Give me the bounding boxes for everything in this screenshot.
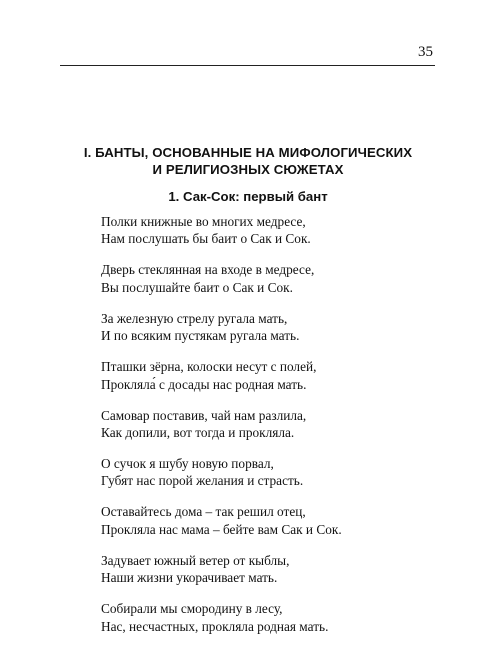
stanza (101, 455, 431, 490)
verse-line: Собирали мы смородину в лесу, (101, 601, 283, 617)
verse-line: Прокляла́ с досады нас родная мать. (101, 376, 307, 392)
verse-line: Губят нас порой желания и страсть. (101, 473, 304, 489)
stanza (101, 407, 431, 442)
verse-line: Как допили, вот тогда и прокляла. (101, 425, 295, 441)
section-title-line-2: И РЕЛИГИОЗНЫХ СЮЖЕТАХ (152, 162, 344, 177)
stanza (101, 358, 431, 393)
verse-line: Пташки зёрна, колоски несут с полей, (101, 359, 317, 375)
running-header (60, 44, 435, 66)
stanza (101, 600, 431, 635)
header-rule (60, 65, 435, 66)
verse-line: За железную стрелу ругала мать, (101, 310, 288, 326)
section-title-line-1: I. БАНТЫ, ОСНОВАННЫЕ НА МИФОЛОГИЧЕСКИХ (83, 145, 413, 160)
section-title (58, 144, 438, 178)
verse-line: И по всяким пустякам ругала мать. (101, 328, 300, 344)
verse-line: Оставайтесь дома – так решил отец, (101, 504, 306, 520)
poem-title: 1. Сак-Сок: первый бант (168, 189, 328, 204)
verse-line: Вы послушайте баит о Сак и Сок. (101, 279, 293, 295)
stanza (101, 213, 431, 248)
stanza (101, 503, 431, 538)
verse-line: Нас, несчастных, прокляла родная мать. (101, 618, 329, 634)
verse-line: Задувает южный ветер от кыблы, (101, 552, 290, 568)
stanza (101, 261, 431, 296)
verse-line: О сучок я шубу новую порвал, (101, 456, 274, 472)
verse-line: Прокляла нас мама – бейте вам Сак и Сок. (101, 521, 342, 537)
verse-line: Наши жизни укорачивает мать. (101, 570, 278, 586)
stanza (101, 310, 431, 345)
page-number: 35 (418, 44, 433, 60)
verse-line: Полки книжные во многих медресе, (101, 214, 306, 229)
verse-line: Нам послушать бы баит о Сак и Сок. (101, 231, 311, 247)
verse-line: Самовар поставив, чай нам разлила, (101, 407, 307, 423)
poem-body (101, 213, 431, 649)
verse-line: Дверь стеклянная на входе в медресе, (101, 262, 315, 278)
stanza (101, 552, 431, 587)
